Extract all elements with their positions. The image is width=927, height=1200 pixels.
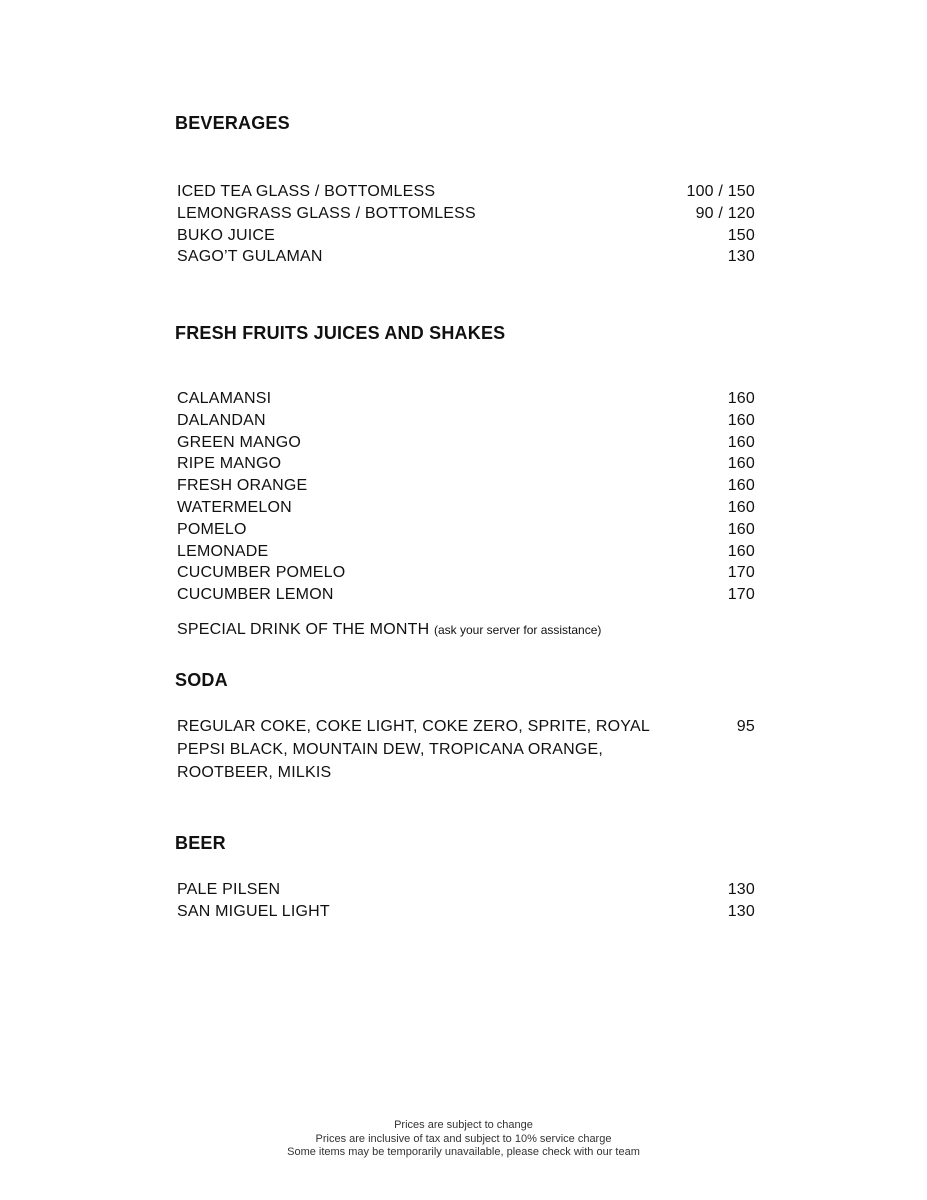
item-price: 90 / 120 xyxy=(695,204,755,222)
section-title-beer: BEER xyxy=(175,833,226,853)
item-name: POMELO xyxy=(177,520,247,538)
item-name: CALAMANSI xyxy=(177,390,272,407)
item-price: 150 xyxy=(727,226,755,244)
special-drink-note: (ask your server for assistance) xyxy=(434,623,602,637)
item-price: 160 xyxy=(727,498,755,516)
menu-item xyxy=(177,225,755,247)
menu-item xyxy=(177,716,755,784)
section-title-soda: SODA xyxy=(175,670,228,690)
item-price: 160 xyxy=(727,455,755,473)
footer-notes xyxy=(0,1119,927,1160)
footer-line: Some items may be temporarily unavailable, please check with our team xyxy=(287,1146,640,1159)
item-price: 160 xyxy=(727,520,755,538)
item-name: LEMONGRASS GLASS / BOTTOMLESS xyxy=(177,204,476,222)
menu-item xyxy=(177,497,755,519)
item-name: PALE PILSEN xyxy=(177,881,281,898)
section-title-beverages: BEVERAGES xyxy=(175,113,290,133)
menu-item xyxy=(177,475,755,497)
menu-item xyxy=(177,519,755,541)
item-price: 95 xyxy=(736,718,755,735)
menu-item xyxy=(177,562,755,584)
footer-line: Prices are inclusive of tax and subject to 10% service charge xyxy=(315,1132,612,1145)
item-price: 130 xyxy=(727,248,755,266)
menu-item xyxy=(177,901,755,923)
menu-item xyxy=(177,584,755,606)
item-name: REGULAR COKE, COKE LIGHT, COKE ZERO, SPRITE, ROYAL PEPSI BLACK, MOUNTAIN DEW, TROPICANA ORANGE, ROOTBEER, MILKIS xyxy=(177,718,650,781)
item-name: SAN MIGUEL LIGHT xyxy=(177,902,330,920)
item-price: 160 xyxy=(727,477,755,495)
item-price: 130 xyxy=(727,902,755,920)
menu-item xyxy=(177,181,755,203)
item-name: RIPE MANGO xyxy=(177,455,282,473)
menu-item xyxy=(177,541,755,563)
menu-item xyxy=(177,410,755,432)
item-price: 160 xyxy=(727,542,755,560)
special-drink xyxy=(177,621,601,639)
menu-item xyxy=(177,453,755,475)
item-price: 160 xyxy=(727,411,755,429)
item-name: FRESH ORANGE xyxy=(177,477,308,495)
item-name: CUCUMBER LEMON xyxy=(177,586,334,604)
item-price: 160 xyxy=(727,390,755,407)
menu-item xyxy=(177,879,755,901)
footer-line: Prices are subject to change xyxy=(394,1119,533,1131)
item-name: ICED TEA GLASS / BOTTOMLESS xyxy=(177,183,436,200)
item-name: SAGO’T GULAMAN xyxy=(177,248,323,266)
menu-item xyxy=(177,203,755,225)
menu-item xyxy=(177,432,755,454)
item-name: LEMONADE xyxy=(177,542,269,560)
item-price: 160 xyxy=(727,433,755,451)
special-drink-name: SPECIAL DRINK OF THE MONTH xyxy=(177,621,430,638)
item-name: BUKO JUICE xyxy=(177,226,276,244)
item-price: 130 xyxy=(727,881,755,898)
item-name: GREEN MANGO xyxy=(177,433,301,451)
item-name: CUCUMBER POMELO xyxy=(177,564,346,582)
menu-item xyxy=(177,246,755,268)
item-price: 170 xyxy=(727,564,755,582)
soda-list xyxy=(177,716,755,784)
fresh-fruits-list xyxy=(177,388,755,606)
section-title-fresh-fruits: FRESH FRUITS JUICES AND SHAKES xyxy=(175,323,506,343)
item-price: 100 / 150 xyxy=(686,183,755,200)
item-name: WATERMELON xyxy=(177,498,292,516)
beer-list xyxy=(177,879,755,923)
item-name: DALANDAN xyxy=(177,411,266,429)
beverages-list xyxy=(177,181,755,268)
item-price: 170 xyxy=(727,586,755,604)
menu-item xyxy=(177,388,755,410)
